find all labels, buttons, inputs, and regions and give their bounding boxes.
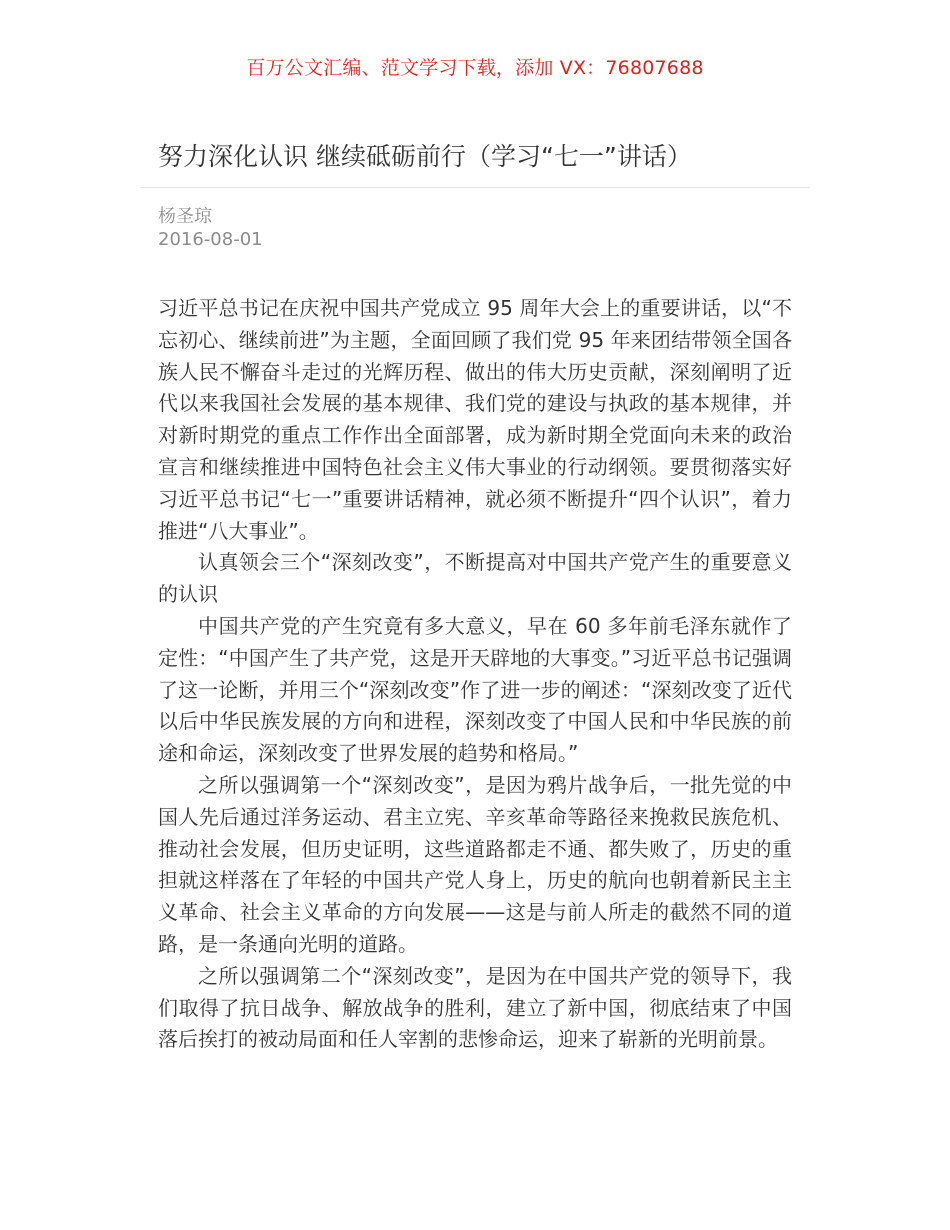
paragraph-intro: 习近平总书记在庆祝中国共产党成立 95 周年大会上的重要讲话，以“不忘初心、继续前进”为主题，全面回顾了我们党 95 年来团结带领全国各族人民不懈奋斗走过的光辉历程、做出的伟大历史贡献，深刻阐明了近代以来我国社会发展的基本规律、我们党的建设与执政的基本规律，并对新时期党的重点工作作出全面部署，成为新时期全党面向未来的政治宣言和继续推进中国特色社会主义伟大事业的行动纲领。要贯彻落实好习近平总书记“七一”重要讲话精神，就必须不断提升“四个认识”，着力推进“八大事业”。 xyxy=(158,296,792,543)
paragraph: 之所以强调第二个“深刻改变”，是因为在中国共产党的领导下，我们取得了抗日战争、解放战争的胜利，建立了新中国，彻底结束了中国落后挨打的被动局面和任人宰割的悲惨命运，迎来了崭新的光明前景。 xyxy=(158,963,792,1052)
article xyxy=(140,130,810,1056)
article-date: 2016-08-01 xyxy=(158,229,263,250)
article-body xyxy=(140,251,810,1056)
paragraph: 中国共产党的产生究竟有多大意义，早在 60 多年前毛泽东就作了定性：“中国产生了共产党，这是开天辟地的大事变。”习近平总书记强调了这一论断，并用三个“深刻改变”作了进一步的阐述：“深刻改变了近代以后中华民族发展的方向和进程，深刻改变了中国人民和中华民族的前途和命运，深刻改变了世界发展的趋势和格局。” xyxy=(158,613,792,766)
article-meta xyxy=(140,188,810,251)
paragraph: 之所以强调第一个“深刻改变”，是因为鸦片战争后，一批先觉的中国人先后通过洋务运动、君主立宪、辛亥革命等路径来挽救民族危机、推动社会发展，但历史证明，这些道路都走不通、都失败了，历史的重担就这样落在了年轻的中国共产党人身上，历史的航向也朝着新民主主义革命、社会主义革命的方向发展——这是与前人所走的截然不同的道路，是一条通向光明的道路。 xyxy=(158,772,792,956)
download-banner: 百万公文汇编、范文学习下载，添加 VX：76807688 xyxy=(246,57,704,79)
article-author: 杨圣琼 xyxy=(158,206,212,227)
article-title: 努力深化认识 继续砥砺前行（学习“七一”讲话） xyxy=(140,130,810,188)
paragraph-section-heading: 认真领会三个“深刻改变”，不断提高对中国共产党产生的重要意义的认识 xyxy=(158,550,792,607)
